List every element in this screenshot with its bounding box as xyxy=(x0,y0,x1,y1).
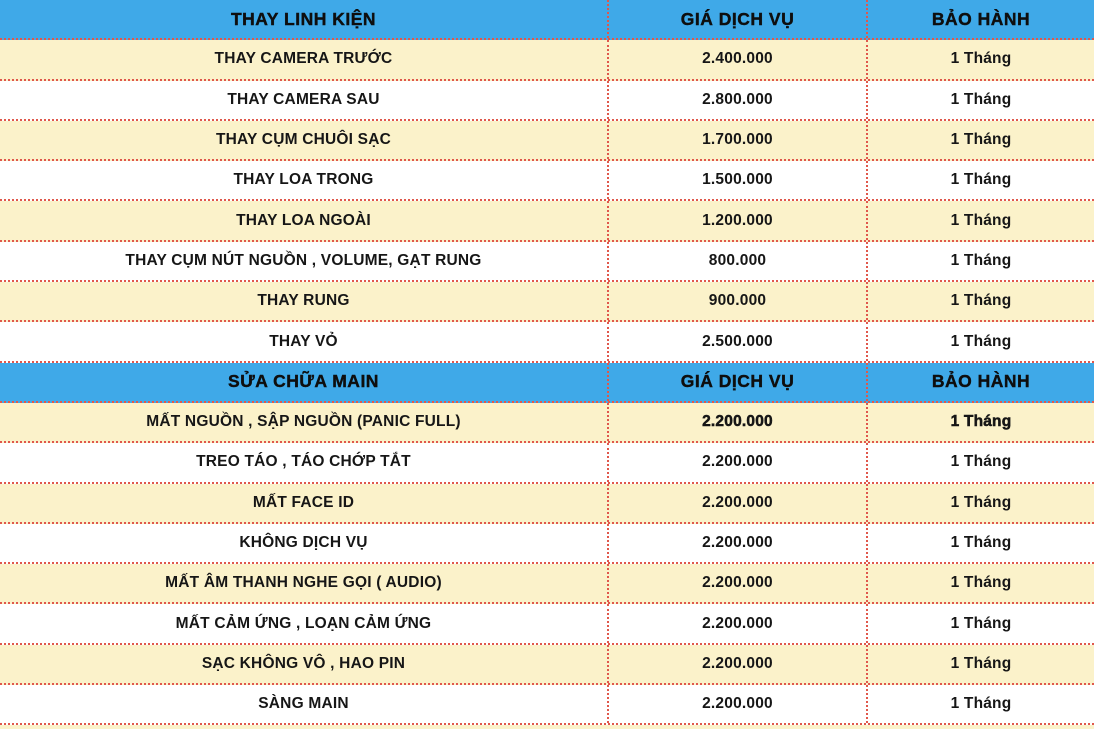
table-row xyxy=(0,524,1094,564)
warranty-cell: 1 Tháng xyxy=(950,654,1012,672)
section-header-row xyxy=(0,363,1094,403)
warranty-cell: 1 Tháng xyxy=(950,131,1012,149)
warranty-cell: 1 Tháng xyxy=(950,695,1012,713)
price-cell: 2.500.000 xyxy=(609,322,868,360)
price-cell: 1.500.000 xyxy=(609,161,868,199)
table-row xyxy=(0,201,1094,241)
section-header-row xyxy=(0,0,1094,40)
service-cell: MẤT FACE ID xyxy=(0,484,609,522)
price-cell: 2.200.000 xyxy=(609,645,868,683)
service-cell: TREO TÁO , TÁO CHỚP TẮT xyxy=(0,443,609,481)
warranty-cell: 1 Tháng xyxy=(950,413,1012,431)
warranty-column-header: BẢO HÀNH xyxy=(931,8,1031,29)
price-cell: 2.200.000 xyxy=(609,524,868,562)
warranty-cell: 1 Tháng xyxy=(950,50,1012,68)
price-cell: 2.200.000 xyxy=(609,443,868,481)
table-row xyxy=(0,484,1094,524)
table-row xyxy=(0,81,1094,121)
warranty-cell: 1 Tháng xyxy=(950,493,1012,511)
table-row xyxy=(0,685,1094,725)
price-cell: 2.200.000 xyxy=(609,484,868,522)
warranty-cell: 1 Tháng xyxy=(950,574,1012,592)
service-cell: THAY CỤM NÚT NGUỒN , VOLUME, GẠT RUNG xyxy=(0,242,609,280)
service-cell: THAY LOA TRONG xyxy=(0,161,609,199)
section-title: SỬA CHỮA MAIN xyxy=(0,363,609,401)
price-column-header: GIÁ DỊCH VỤ xyxy=(609,0,868,38)
table-row xyxy=(0,604,1094,644)
service-cell: SẠC KHÔNG VÔ , HAO PIN xyxy=(0,645,609,683)
service-cell: MẤT ÂM THANH NGHE GỌI ( AUDIO) xyxy=(0,564,609,602)
warranty-cell: 1 Tháng xyxy=(950,534,1012,551)
price-cell: 2.200.000 xyxy=(609,685,868,723)
service-cell: SÀNG MAIN xyxy=(0,685,609,723)
warranty-cell: 1 Tháng xyxy=(950,171,1012,189)
table-row xyxy=(0,645,1094,685)
price-column-header: GIÁ DỊCH VỤ xyxy=(609,363,868,401)
price-cell: 2.400.000 xyxy=(609,40,868,78)
table-row xyxy=(0,242,1094,282)
table-row xyxy=(0,161,1094,201)
service-cell: THAY LOA NGOÀI xyxy=(0,201,609,239)
warranty-cell: 1 Tháng xyxy=(950,453,1012,471)
table-row xyxy=(0,282,1094,322)
warranty-cell: 1 Tháng xyxy=(950,614,1012,632)
section-title: THAY LINH KIỆN xyxy=(0,0,609,38)
warranty-cell: 1 Tháng xyxy=(950,292,1012,310)
next-row-partial-strip xyxy=(0,725,1094,729)
service-cell: MẤT NGUỒN , SẬP NGUỒN (PANIC FULL) xyxy=(0,403,609,441)
service-cell: THAY RUNG xyxy=(0,282,609,320)
price-cell: 900.000 xyxy=(609,282,868,320)
table-row xyxy=(0,564,1094,604)
service-cell: THAY CAMERA SAU xyxy=(0,81,609,119)
warranty-column-header: BẢO HÀNH xyxy=(931,371,1031,392)
service-cell: THAY CAMERA TRƯỚC xyxy=(0,40,609,78)
price-cell: 800.000 xyxy=(609,242,868,280)
service-cell: MẤT CẢM ỨNG , LOẠN CẢM ỨNG xyxy=(0,604,609,642)
price-cell: 2.200.000 xyxy=(609,564,868,602)
price-cell: 2.200.000 xyxy=(609,604,868,642)
warranty-cell: 1 Tháng xyxy=(950,211,1012,229)
service-cell: KHÔNG DỊCH VỤ xyxy=(0,524,609,562)
table-row xyxy=(0,121,1094,161)
price-cell: 2.200.000 xyxy=(609,403,868,441)
price-cell: 1.200.000 xyxy=(609,201,868,239)
service-cell: THAY CỤM CHUÔI SẠC xyxy=(0,121,609,159)
table-row xyxy=(0,443,1094,483)
table-row xyxy=(0,40,1094,80)
table-row xyxy=(0,403,1094,443)
price-cell: 2.800.000 xyxy=(609,81,868,119)
warranty-cell: 1 Tháng xyxy=(950,251,1012,269)
warranty-cell: 1 Tháng xyxy=(950,332,1012,350)
service-cell: THAY VỎ xyxy=(0,322,609,360)
price-cell: 1.700.000 xyxy=(609,121,868,159)
warranty-cell: 1 Tháng xyxy=(950,90,1012,108)
table-row xyxy=(0,322,1094,362)
